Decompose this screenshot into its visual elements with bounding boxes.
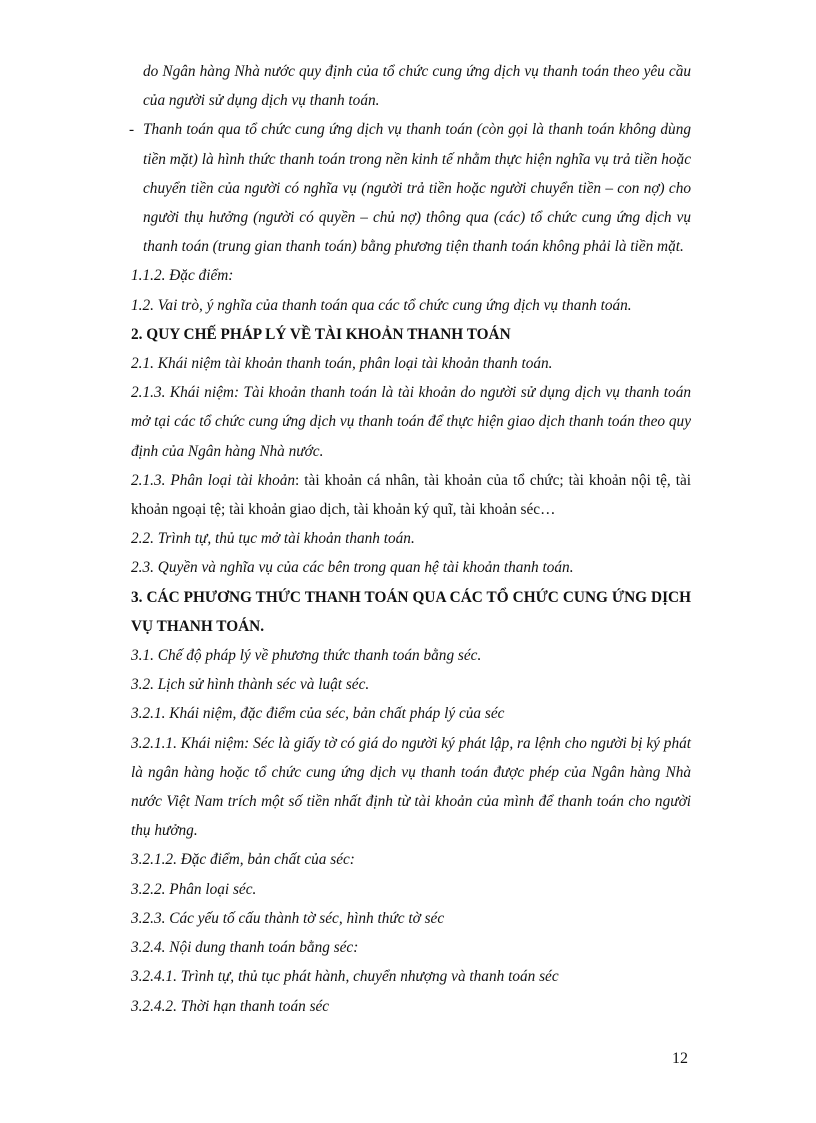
dash-bullet: - [129, 121, 135, 139]
section-3-2-1-1-label: 3.2.1.1. Khái niệm [131, 734, 245, 752]
page-number: 12 [672, 1050, 688, 1067]
section-3-2-1-2: 3.2.1.2. Đặc điểm, bản chất của séc: [131, 851, 355, 869]
section-2-1-3-text: : Tài khoản thanh toán là tài khoản do người sử dụng dịch vụ thanh toán mở tại các tổ chức cung ứng dịch vụ thanh toán để thực hiện giao dịch thanh toán theo quy định của Ngân hàng Nhà nước. [131, 384, 691, 460]
section-1-1-2: 1.1.2. Đặc điểm: [131, 267, 234, 285]
heading-section-2: 2. QUY CHẾ PHÁP LÝ VỀ TÀI KHOẢN THANH TOÁN [131, 325, 511, 343]
section-2-3: 2.3. Quyền và nghĩa vụ của các bên trong quan hệ tài khoản thanh toán. [131, 559, 574, 577]
section-3-2-4-2: 3.2.4.2. Thời hạn thanh toán séc [131, 997, 330, 1015]
section-3-2: 3.2. Lịch sử hình thành séc và luật séc. [131, 676, 370, 694]
section-2-1: 2.1. Khái niệm tài khoản thanh toán, phân loại tài khoản thanh toán. [131, 355, 553, 373]
section-3-2-4: 3.2.4. Nội dung thanh toán bằng séc: [131, 939, 359, 957]
section-3-2-1-1-text: : Séc là giấy tờ có giá do người ký phát lập, ra lệnh cho người bị ký phát là ngân hàng hoặc tổ chức cung ứng dịch vụ thanh toán được phép của Ngân hàng Nhà nước Việt Nam trích một số tiền nhất định từ tài khoản của mình để thanh toán cho người thụ hưởng. [131, 734, 691, 840]
section-3-2-1-1 [131, 729, 691, 846]
section-2-1-3-class-text: : tài khoản cá nhân, tài khoản của tổ chức; tài khoản nội tệ, tài khoản ngoại tệ; tài khoản giao dịch, tài khoản ký quĩ, tài khoản séc… [131, 471, 691, 519]
bullet-paragraph-text: Thanh toán qua tổ chức cung ứng dịch vụ thanh toán (còn gọi là thanh toán không dùng tiền mặt) là hình thức thanh toán trong nền kinh tế nhằm thực hiện nghĩa vụ trả tiền hoặc chuyển tiền của người có nghĩa vụ (người trả tiền hoặc người chuyển tiền – con nợ) cho người thụ hưởng (người có quyền – chủ nợ) thông qua (các) tổ chức cung ứng dịch vụ thanh toán (trung gian thanh toán) bằng phương tiện thanh toán không phải là tiền mặt. [143, 121, 691, 256]
section-2-2: 2.2. Trình tự, thủ tục mở tài khoản thanh toán. [131, 530, 415, 548]
section-3-1: 3.1. Chế độ pháp lý về phương thức thanh toán bằng séc. [131, 647, 482, 665]
document-page [131, 57, 691, 1021]
paragraph-continued: do Ngân hàng Nhà nước quy định của tổ chức cung ứng dịch vụ thanh toán theo yêu cầu của người sử dụng dịch vụ thanh toán. [143, 63, 691, 110]
section-2-1-3-label: 2.1.3. Khái niệm [131, 384, 234, 402]
heading-section-3: 3. CÁC PHƯƠNG THỨC THANH TOÁN QUA CÁC TỔ CHỨC CUNG ỨNG DỊCH VỤ THANH TOÁN. [131, 588, 691, 635]
section-3-2-2: 3.2.2. Phân loại séc. [131, 880, 257, 898]
section-3-2-4-1: 3.2.4.1. Trình tự, thủ tục phát hành, chuyển nhượng và thanh toán séc [131, 968, 559, 986]
section-1-2: 1.2. Vai trò, ý nghĩa của thanh toán qua các tổ chức cung ứng dịch vụ thanh toán. [131, 296, 632, 314]
bullet-paragraph [131, 115, 691, 261]
section-2-1-3-definition [131, 378, 691, 466]
section-3-2-3: 3.2.3. Các yếu tố cấu thành tờ séc, hình thức tờ séc [131, 909, 445, 927]
section-2-1-3-classification [131, 466, 691, 524]
section-3-2-1: 3.2.1. Khái niệm, đặc điểm của séc, bản chất pháp lý của séc [131, 705, 505, 723]
section-2-1-3-class-label: 2.1.3. Phân loại tài khoản [131, 471, 296, 489]
